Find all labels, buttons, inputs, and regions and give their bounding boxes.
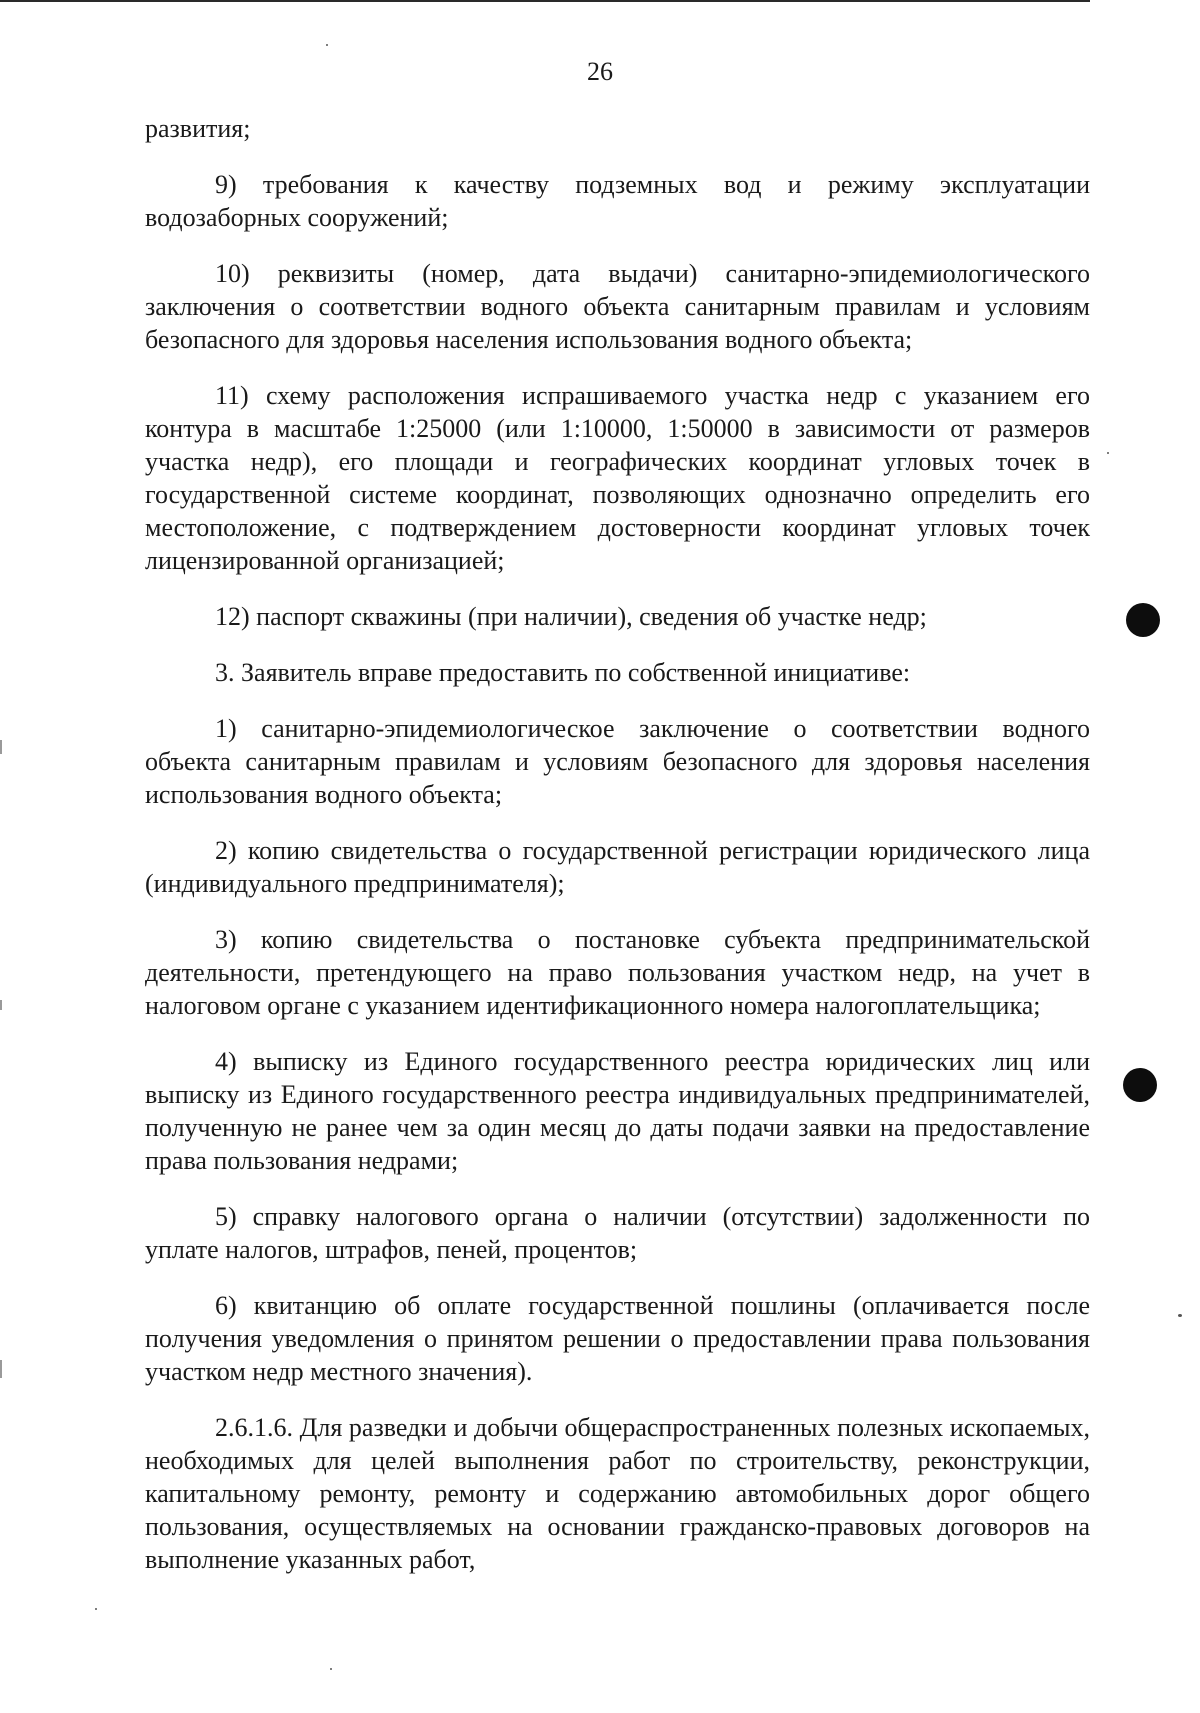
scan-speck [1107, 452, 1109, 454]
paragraph: 9) требования к качеству подземных вод и режиму эксплуатации водозаборных сооружений; [145, 170, 1090, 232]
scan-edge-mark [0, 740, 2, 754]
paragraph: 10) реквизиты (номер, дата выдачи) санитарно-эпидемиологического заключения о соответствии водного объекта санитарным правилам и условиям безопасного для здоровья населения использования водного объекта; [145, 259, 1090, 354]
paragraph: 11) схему расположения испрашиваемого участка недр с указанием его контура в масштабе 1:25000 (или 1:10000, 1:50000 в зависимости от размеров участка недр), его площади и географических координат угловых точек в государственной системе координат, позволяющих однозначно определить его местоположение, с подтверждением достоверности координат угловых точек лицензированной организацией; [145, 381, 1090, 575]
scan-speck [1178, 1314, 1182, 1317]
paragraph: 3) копию свидетельства о постановке субъекта предпринимательской деятельности, претендующего на право пользования участком недр, на учет в налоговом органе с указанием идентификационного номера налогоплательщика; [145, 925, 1090, 1020]
scan-top-border [0, 0, 1090, 2]
paragraph: 2) копию свидетельства о государственной регистрации юридического лица (индивидуального предпринимателя); [145, 836, 1090, 898]
paragraph: 6) квитанцию об оплате государственной пошлины (оплачивается после получения уведомления о принятом решении о предоставлении права пользования участком недр местного значения). [145, 1291, 1090, 1386]
scan-speck [330, 1668, 332, 1670]
paragraph: 5) справку налогового органа о наличии (отсутствии) задолженности по уплате налогов, штрафов, пеней, процентов; [145, 1202, 1090, 1264]
punch-hole [1123, 1068, 1157, 1102]
paragraph: 12) паспорт скважины (при наличии), сведения об участке недр; [215, 602, 927, 631]
paragraph: 1) санитарно-эпидемиологическое заключение о соответствии водного объекта санитарным правилам и условиям безопасного для здоровья населения использования водного объекта; [145, 714, 1090, 809]
scan-speck [326, 44, 328, 46]
scan-speck [95, 1608, 97, 1610]
paragraph: 3. Заявитель вправе предоставить по собственной инициативе: [215, 658, 911, 687]
document-body [145, 112, 1090, 1599]
paragraph: 4) выписку из Единого государственного реестра юридических лиц или выписку из Единого государственного реестра индивидуальных предпринимателей, полученную не ранее чем за один месяц до даты подачи заявки на предоставление права пользования недрами; [145, 1047, 1090, 1175]
paragraph: 2.6.1.6. Для разведки и добычи общераспространенных полезных ископаемых, необходимых для целей выполнения работ по строительству, реконструкции, капитальному ремонту, ремонту и содержанию автомобильных дорог общего пользования, осуществляемых на основании гражданско-правовых договоров на выполнение указанных работ, [145, 1413, 1090, 1574]
punch-hole [1126, 603, 1160, 637]
scan-edge-mark [0, 1360, 2, 1378]
scan-edge-mark [0, 1000, 2, 1010]
page-number: 26 [587, 57, 613, 86]
paragraph: развития; [145, 114, 251, 143]
